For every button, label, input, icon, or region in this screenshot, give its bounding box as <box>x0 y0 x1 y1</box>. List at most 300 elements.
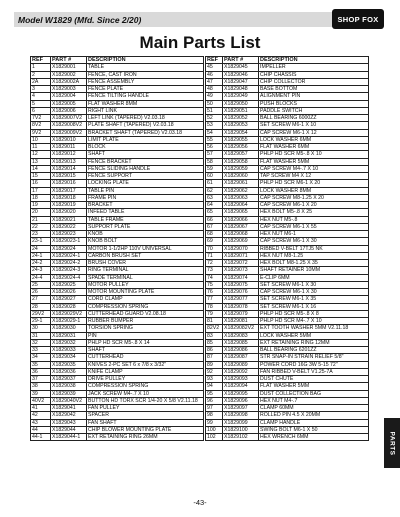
description-cell: CAP SCREW M6-1 X 55 <box>259 223 369 230</box>
description-cell: LOCK WASHER 6MM <box>259 136 369 143</box>
description-cell: CAP SCREW M4-.7 X 10 <box>259 165 369 172</box>
table-row <box>31 71 204 78</box>
description-cell: HEX BOLT M8-1.25 X 35 <box>259 260 369 267</box>
table-row <box>206 93 369 100</box>
table-row <box>206 376 369 383</box>
table-row <box>206 209 369 216</box>
ref-cell: 8V2 <box>31 122 51 129</box>
part-number-cell: X1829024-4 <box>51 274 87 281</box>
part-number-cell: X1829043 <box>51 419 87 426</box>
part-number-cell: X1829020 <box>51 209 87 216</box>
description-cell: LIMIT PLATE <box>87 136 204 143</box>
table-row <box>206 390 369 397</box>
table-row <box>206 165 369 172</box>
table-row <box>31 252 204 259</box>
part-number-cell: X1829064 <box>223 202 259 209</box>
ref-cell: 87 <box>206 354 223 361</box>
ref-cell: 2A <box>31 78 51 85</box>
part-number-cell: X1829044-1 <box>51 434 87 441</box>
part-column-header: PART # <box>223 57 259 64</box>
part-number-cell: X1829009V2 <box>51 129 87 136</box>
part-number-cell: X1829046 <box>223 71 259 78</box>
part-number-cell: X1829098 <box>223 412 259 419</box>
part-number-cell: X1829035 <box>51 361 87 368</box>
ref-cell: 13 <box>31 158 51 165</box>
description-cell: SET SCREW M6-1 X 35 <box>259 296 369 303</box>
description-cell: LEFT LINK (TAPERED) V2.03.18 <box>87 115 204 122</box>
description-cell: PHLP HD SCR M5-.8 X 14 <box>87 339 204 346</box>
ref-cell: 62 <box>206 187 223 194</box>
description-cell: FLAT WASHER 8MM <box>87 100 204 107</box>
table-row <box>206 78 369 85</box>
table-row <box>31 383 204 390</box>
table-row <box>206 151 369 158</box>
part-number-cell: X1829060 <box>223 173 259 180</box>
part-number-cell: X1829018 <box>51 194 87 201</box>
table-row <box>206 129 369 136</box>
ref-cell: 56 <box>206 144 223 151</box>
description-cell: BRACKET SHAFT (TAPERED) V2.03.18 <box>87 129 204 136</box>
part-number-cell: X1829037 <box>51 376 87 383</box>
part-number-cell: X1829052 <box>223 115 259 122</box>
ref-cell: 51 <box>206 107 223 114</box>
part-number-cell: X1829089 <box>223 361 259 368</box>
description-cell: KNIFE CLAMP <box>87 368 204 375</box>
description-cell: DUST COLLECTION BAG <box>259 390 369 397</box>
part-number-cell: X1829042 <box>51 412 87 419</box>
part-number-cell: X1829034 <box>51 354 87 361</box>
description-cell: HEX NUT M6-1 <box>259 231 369 238</box>
ref-cell: 10 <box>31 136 51 143</box>
part-number-cell: X1829049 <box>223 93 259 100</box>
part-number-cell: X1829019 <box>51 202 87 209</box>
description-cell: FAN PULLEY <box>87 405 204 412</box>
part-number-cell: X1829062 <box>223 187 259 194</box>
ref-cell: 26 <box>31 289 51 296</box>
table-row <box>31 107 204 114</box>
description-cell: FAN RIBBED V-BELT V1.25-7A <box>259 368 369 375</box>
part-number-cell: X1829024 <box>51 245 87 252</box>
description-cell: FENCE, CAST IRON <box>87 71 204 78</box>
ref-cell: 15 <box>31 173 51 180</box>
table-row <box>206 252 369 259</box>
table-row <box>31 325 204 332</box>
ref-cell: 83 <box>206 332 223 339</box>
ref-cell: 24 <box>31 245 51 252</box>
table-row <box>206 144 369 151</box>
part-number-cell: X1829026 <box>51 289 87 296</box>
part-number-cell: X1829007V2 <box>51 115 87 122</box>
ref-cell: 20 <box>31 209 51 216</box>
description-cell: PIN <box>87 332 204 339</box>
parts-table-left <box>30 56 204 441</box>
description-cell: CORD CLAMP <box>87 296 204 303</box>
table-row <box>31 289 204 296</box>
ref-cell: 24-1 <box>31 252 51 259</box>
side-tab-label: PARTS <box>388 430 396 456</box>
description-cell: CAP SCREW M6-1 X 30 <box>259 289 369 296</box>
table-row <box>31 245 204 252</box>
part-number-cell: X1829005 <box>51 100 87 107</box>
description-cell: CHIP BLOWER MOUNTING PLATE <box>87 426 204 433</box>
part-number-cell: X1829063 <box>223 194 259 201</box>
ref-cell: 33 <box>31 347 51 354</box>
table-row <box>31 173 204 180</box>
ref-cell: 23 <box>31 231 51 238</box>
part-number-cell: X1829072 <box>223 260 259 267</box>
part-number-cell: X1829032 <box>51 339 87 346</box>
part-number-cell: X1829079 <box>223 310 259 317</box>
ref-cell: 94 <box>206 383 223 390</box>
table-row <box>31 151 204 158</box>
table-row <box>206 267 369 274</box>
ref-cell: 102 <box>206 434 223 441</box>
table-row <box>31 144 204 151</box>
ref-cell: 31 <box>31 332 51 339</box>
table-row <box>206 274 369 281</box>
table-row <box>31 434 204 441</box>
description-cell: SPADE TERMINAL <box>87 274 204 281</box>
description-cell: KNOB BOLT <box>87 238 204 245</box>
part-number-cell: X1829096 <box>223 397 259 404</box>
table-row <box>31 318 204 325</box>
table-row <box>31 209 204 216</box>
table-row <box>206 434 369 441</box>
description-cell: PADDLE SWITCH <box>259 107 369 114</box>
table-row <box>31 78 204 85</box>
part-number-cell: X1829030 <box>51 325 87 332</box>
part-number-cell: X1829061 <box>223 180 259 187</box>
part-number-cell: X1829016 <box>51 180 87 187</box>
description-cell: LOCKING PLATE <box>87 180 204 187</box>
description-cell: BRUSH COVER <box>87 260 204 267</box>
description-cell: SUPPORT PLATE <box>87 223 204 230</box>
table-row <box>206 289 369 296</box>
table-row <box>206 339 369 346</box>
part-number-cell: X1829029V2 <box>51 310 87 317</box>
table-row <box>206 281 369 288</box>
table-row <box>31 187 204 194</box>
table-row <box>206 231 369 238</box>
part-number-cell: X1829002 <box>51 71 87 78</box>
part-number-cell: X1829014 <box>51 165 87 172</box>
ref-cell: 69 <box>206 238 223 245</box>
part-number-cell: X1829086 <box>223 347 259 354</box>
description-cell: INFEED TABLE <box>87 209 204 216</box>
part-number-cell: X1829067 <box>223 223 259 230</box>
part-number-cell: X1829075 <box>223 281 259 288</box>
ref-cell: 18 <box>31 194 51 201</box>
table-row <box>31 129 204 136</box>
ref-cell: 63 <box>206 194 223 201</box>
ref-cell: 55 <box>206 136 223 143</box>
table-row <box>31 216 204 223</box>
ref-column-header: REF <box>206 57 223 64</box>
part-number-cell: X1829039 <box>51 390 87 397</box>
part-number-cell: X1829056 <box>223 144 259 151</box>
table-row <box>31 100 204 107</box>
part-number-cell: X1829017 <box>51 187 87 194</box>
description-cell: SHAFT RETAINER 10MM <box>259 267 369 274</box>
part-number-cell: X1829024-3 <box>51 267 87 274</box>
description-cell: EXT TOOTH WASHER 5MM V2.11.18 <box>259 325 369 332</box>
part-number-cell: X1829008V2 <box>51 122 87 129</box>
ref-cell: 27 <box>31 296 51 303</box>
description-cell: TABLE <box>87 64 204 71</box>
description-column-header: DESCRIPTION <box>87 57 204 64</box>
description-cell: CUTTERHEAD GUARD V2.08.18 <box>87 310 204 317</box>
description-cell: JACK SCREW M4-.7 X 10 <box>87 390 204 397</box>
description-cell: HEX WRENCH 6MM <box>259 434 369 441</box>
part-number-cell: X1829083 <box>223 332 259 339</box>
ref-cell: 34 <box>31 354 51 361</box>
ref-cell: 76 <box>206 289 223 296</box>
part-number-cell: X1829027 <box>51 296 87 303</box>
ref-column-header: REF <box>31 57 51 64</box>
description-column-header: DESCRIPTION <box>259 57 369 64</box>
table-row <box>206 136 369 143</box>
description-cell: CAP SCREW M6-1 X 20 <box>259 202 369 209</box>
description-cell: FRAME PIN <box>87 194 204 201</box>
ref-cell: 67 <box>206 223 223 230</box>
part-number-cell: X1829003 <box>51 86 87 93</box>
description-cell: FLAT WASHER 6MM <box>259 144 369 151</box>
table-row <box>31 122 204 129</box>
ref-cell: 23-1 <box>31 238 51 245</box>
table-row <box>206 245 369 252</box>
description-cell: TORSION SPRING <box>87 325 204 332</box>
part-number-cell: X1829082V2 <box>223 325 259 332</box>
ref-cell: 65 <box>206 209 223 216</box>
description-cell: FENCE TILTING HANDLE <box>87 93 204 100</box>
description-cell: CLAMP HANDLE <box>259 419 369 426</box>
part-number-cell: X1829050 <box>223 100 259 107</box>
description-cell: KNIVES 2-PC SET 6 x 7/8 x 3/32" <box>87 361 204 368</box>
description-cell: PUSH BLOCKS <box>259 100 369 107</box>
ref-cell: 85 <box>206 339 223 346</box>
table-row <box>206 238 369 245</box>
table-row <box>31 303 204 310</box>
ref-cell: 71 <box>206 252 223 259</box>
part-number-cell: X1829040V2 <box>51 397 87 404</box>
description-cell: DRIVE PULLEY <box>87 376 204 383</box>
part-number-cell: X1829078 <box>223 303 259 310</box>
table-header-row <box>31 57 204 64</box>
ref-cell: 64 <box>206 202 223 209</box>
table-row <box>206 368 369 375</box>
part-number-cell: X1829013 <box>51 158 87 165</box>
part-number-cell: X1829081 <box>223 318 259 325</box>
table-row <box>31 339 204 346</box>
part-number-cell: X1829076 <box>223 289 259 296</box>
table-row <box>206 347 369 354</box>
description-cell: FLAT WASHER 5MM <box>259 383 369 390</box>
part-number-cell: X1829023-1 <box>51 238 87 245</box>
table-row <box>31 397 204 404</box>
ref-cell: 7V2 <box>31 115 51 122</box>
ref-cell: 99 <box>206 419 223 426</box>
table-row <box>206 194 369 201</box>
ref-cell: 4 <box>31 93 51 100</box>
ref-cell: 60 <box>206 173 223 180</box>
part-number-cell: X1829053 <box>223 122 259 129</box>
table-row <box>206 158 369 165</box>
part-number-cell: X1829085 <box>223 339 259 346</box>
part-number-cell: X1829073 <box>223 267 259 274</box>
table-row <box>206 303 369 310</box>
part-number-cell: X1829092 <box>223 368 259 375</box>
description-cell: HEX NUT M5-.8 <box>259 216 369 223</box>
description-cell: LOCK WASHER 8MM <box>259 187 369 194</box>
ref-cell: 29V2 <box>31 310 51 317</box>
description-cell: SPACER <box>87 412 204 419</box>
ref-cell: 97 <box>206 405 223 412</box>
description-cell: KNOB <box>87 231 204 238</box>
part-number-cell: X1829099 <box>223 419 259 426</box>
ref-cell: 41 <box>31 405 51 412</box>
ref-cell: 39 <box>31 390 51 397</box>
description-cell: SET SCREW M6-1 X 16 <box>259 303 369 310</box>
description-cell: FENCE SUPPORT <box>87 173 204 180</box>
description-cell: EXT RETAINING RING 12MM <box>259 339 369 346</box>
part-number-cell: X1829051 <box>223 107 259 114</box>
description-cell: RIBBED V-BELT 17TJ5 NK <box>259 245 369 252</box>
description-cell: BALL BEARING 6201ZZ <box>259 347 369 354</box>
ref-cell: 58 <box>206 158 223 165</box>
part-number-cell: X1829036 <box>51 368 87 375</box>
table-row <box>206 115 369 122</box>
ref-cell: 49 <box>206 93 223 100</box>
description-cell: POWER CORD 16G 3W 5-15 72" <box>259 361 369 368</box>
part-number-cell: X1829047 <box>223 78 259 85</box>
description-cell: PLATE SHAFT (TAPERED) V2.03.18 <box>87 122 204 129</box>
part-number-cell: X1829028 <box>51 303 87 310</box>
shop-fox-logo <box>332 9 384 29</box>
description-cell: CLAMP 60MM <box>259 405 369 412</box>
table-row <box>206 419 369 426</box>
description-cell: SWING BOLT M6-1 X 50 <box>259 426 369 433</box>
table-row <box>31 202 204 209</box>
description-cell: BLOCK <box>87 144 204 151</box>
ref-cell: 3 <box>31 86 51 93</box>
table-row <box>31 194 204 201</box>
description-cell: TABLE PIN <box>87 187 204 194</box>
ref-cell: 28 <box>31 303 51 310</box>
table-row <box>31 260 204 267</box>
ref-cell: 48 <box>206 86 223 93</box>
table-row <box>31 274 204 281</box>
ref-cell: 24-3 <box>31 267 51 274</box>
part-number-cell: X1829095 <box>223 390 259 397</box>
ref-cell: 14 <box>31 165 51 172</box>
table-row <box>206 332 369 339</box>
description-cell: BRACKET <box>87 202 204 209</box>
ref-cell: 36 <box>31 368 51 375</box>
description-cell: HEX NUT M8-1.25 <box>259 252 369 259</box>
description-cell: FAN SHAFT <box>87 419 204 426</box>
ref-cell: 40V2 <box>31 397 51 404</box>
description-cell: FENCE ASSEMBLY <box>87 78 204 85</box>
ref-cell: 86 <box>206 347 223 354</box>
description-cell: MOTOR 1-1/2HP 110V UNIVERSAL <box>87 245 204 252</box>
table-row <box>31 368 204 375</box>
ref-cell: 52 <box>206 115 223 122</box>
description-cell: SHAFT <box>87 347 204 354</box>
table-row <box>31 354 204 361</box>
ref-cell: 53 <box>206 122 223 129</box>
table-row <box>31 267 204 274</box>
description-cell: MOTOR MOUNTING PLATE <box>87 289 204 296</box>
part-number-cell: X1829011 <box>51 144 87 151</box>
ref-cell: 82V2 <box>206 325 223 332</box>
table-row <box>206 187 369 194</box>
ref-cell: 59 <box>206 165 223 172</box>
description-cell: CHIP COLLECTOR <box>259 78 369 85</box>
description-cell: TABLE FRAME <box>87 216 204 223</box>
table-row <box>31 296 204 303</box>
part-number-cell: X1829029-1 <box>51 318 87 325</box>
part-number-cell: X1829006 <box>51 107 87 114</box>
table-row <box>31 310 204 317</box>
table-row <box>31 405 204 412</box>
description-cell: MOTOR PULLEY <box>87 281 204 288</box>
ref-cell: 78 <box>206 303 223 310</box>
parts-section-tab <box>384 418 400 468</box>
ref-cell: 12 <box>31 151 51 158</box>
ref-cell: 47 <box>206 78 223 85</box>
model-text: Model W1829 (Mfd. Since 2/20) <box>18 14 142 25</box>
ref-cell: 42 <box>31 412 51 419</box>
description-cell: ALIGNMENT PIN <box>259 93 369 100</box>
ref-cell: 57 <box>206 151 223 158</box>
ref-cell: 66 <box>206 216 223 223</box>
table-row <box>206 100 369 107</box>
part-number-cell: X1829041 <box>51 405 87 412</box>
description-cell: FENCE BRACKET <box>87 158 204 165</box>
description-cell: RING TERMINAL <box>87 267 204 274</box>
table-row <box>206 71 369 78</box>
description-cell: RIGHT LINK <box>87 107 204 114</box>
description-cell: BASE BOTTOM <box>259 86 369 93</box>
description-cell: DUST CHUTE <box>259 376 369 383</box>
table-row <box>206 412 369 419</box>
part-number-cell: X1829069 <box>223 238 259 245</box>
ref-cell: 21 <box>31 216 51 223</box>
ref-cell: 98 <box>206 412 223 419</box>
part-number-cell: X1829100 <box>223 426 259 433</box>
ref-cell: 25 <box>31 281 51 288</box>
ref-cell: 6 <box>31 107 51 114</box>
ref-cell: 73 <box>206 267 223 274</box>
description-cell: FENCE SLIDING HANDLE <box>87 165 204 172</box>
table-row <box>31 347 204 354</box>
description-cell: CUTTERHEAD <box>87 354 204 361</box>
part-number-cell: X1829068 <box>223 231 259 238</box>
part-number-cell: X1829024-2 <box>51 260 87 267</box>
ref-cell: 22 <box>31 223 51 230</box>
table-header-row <box>206 57 369 64</box>
logo-text: SHOP FOX <box>337 14 379 24</box>
description-cell: TAP SCREW M4 X 12 <box>259 173 369 180</box>
table-row <box>31 426 204 433</box>
description-cell: CAP SCREW M6-1 X 12 <box>259 129 369 136</box>
part-number-cell: X1829058 <box>223 158 259 165</box>
ref-cell: 61 <box>206 180 223 187</box>
part-number-cell: X1829087 <box>223 354 259 361</box>
table-row <box>206 122 369 129</box>
table-row <box>31 332 204 339</box>
part-number-cell: X1829045 <box>223 64 259 71</box>
